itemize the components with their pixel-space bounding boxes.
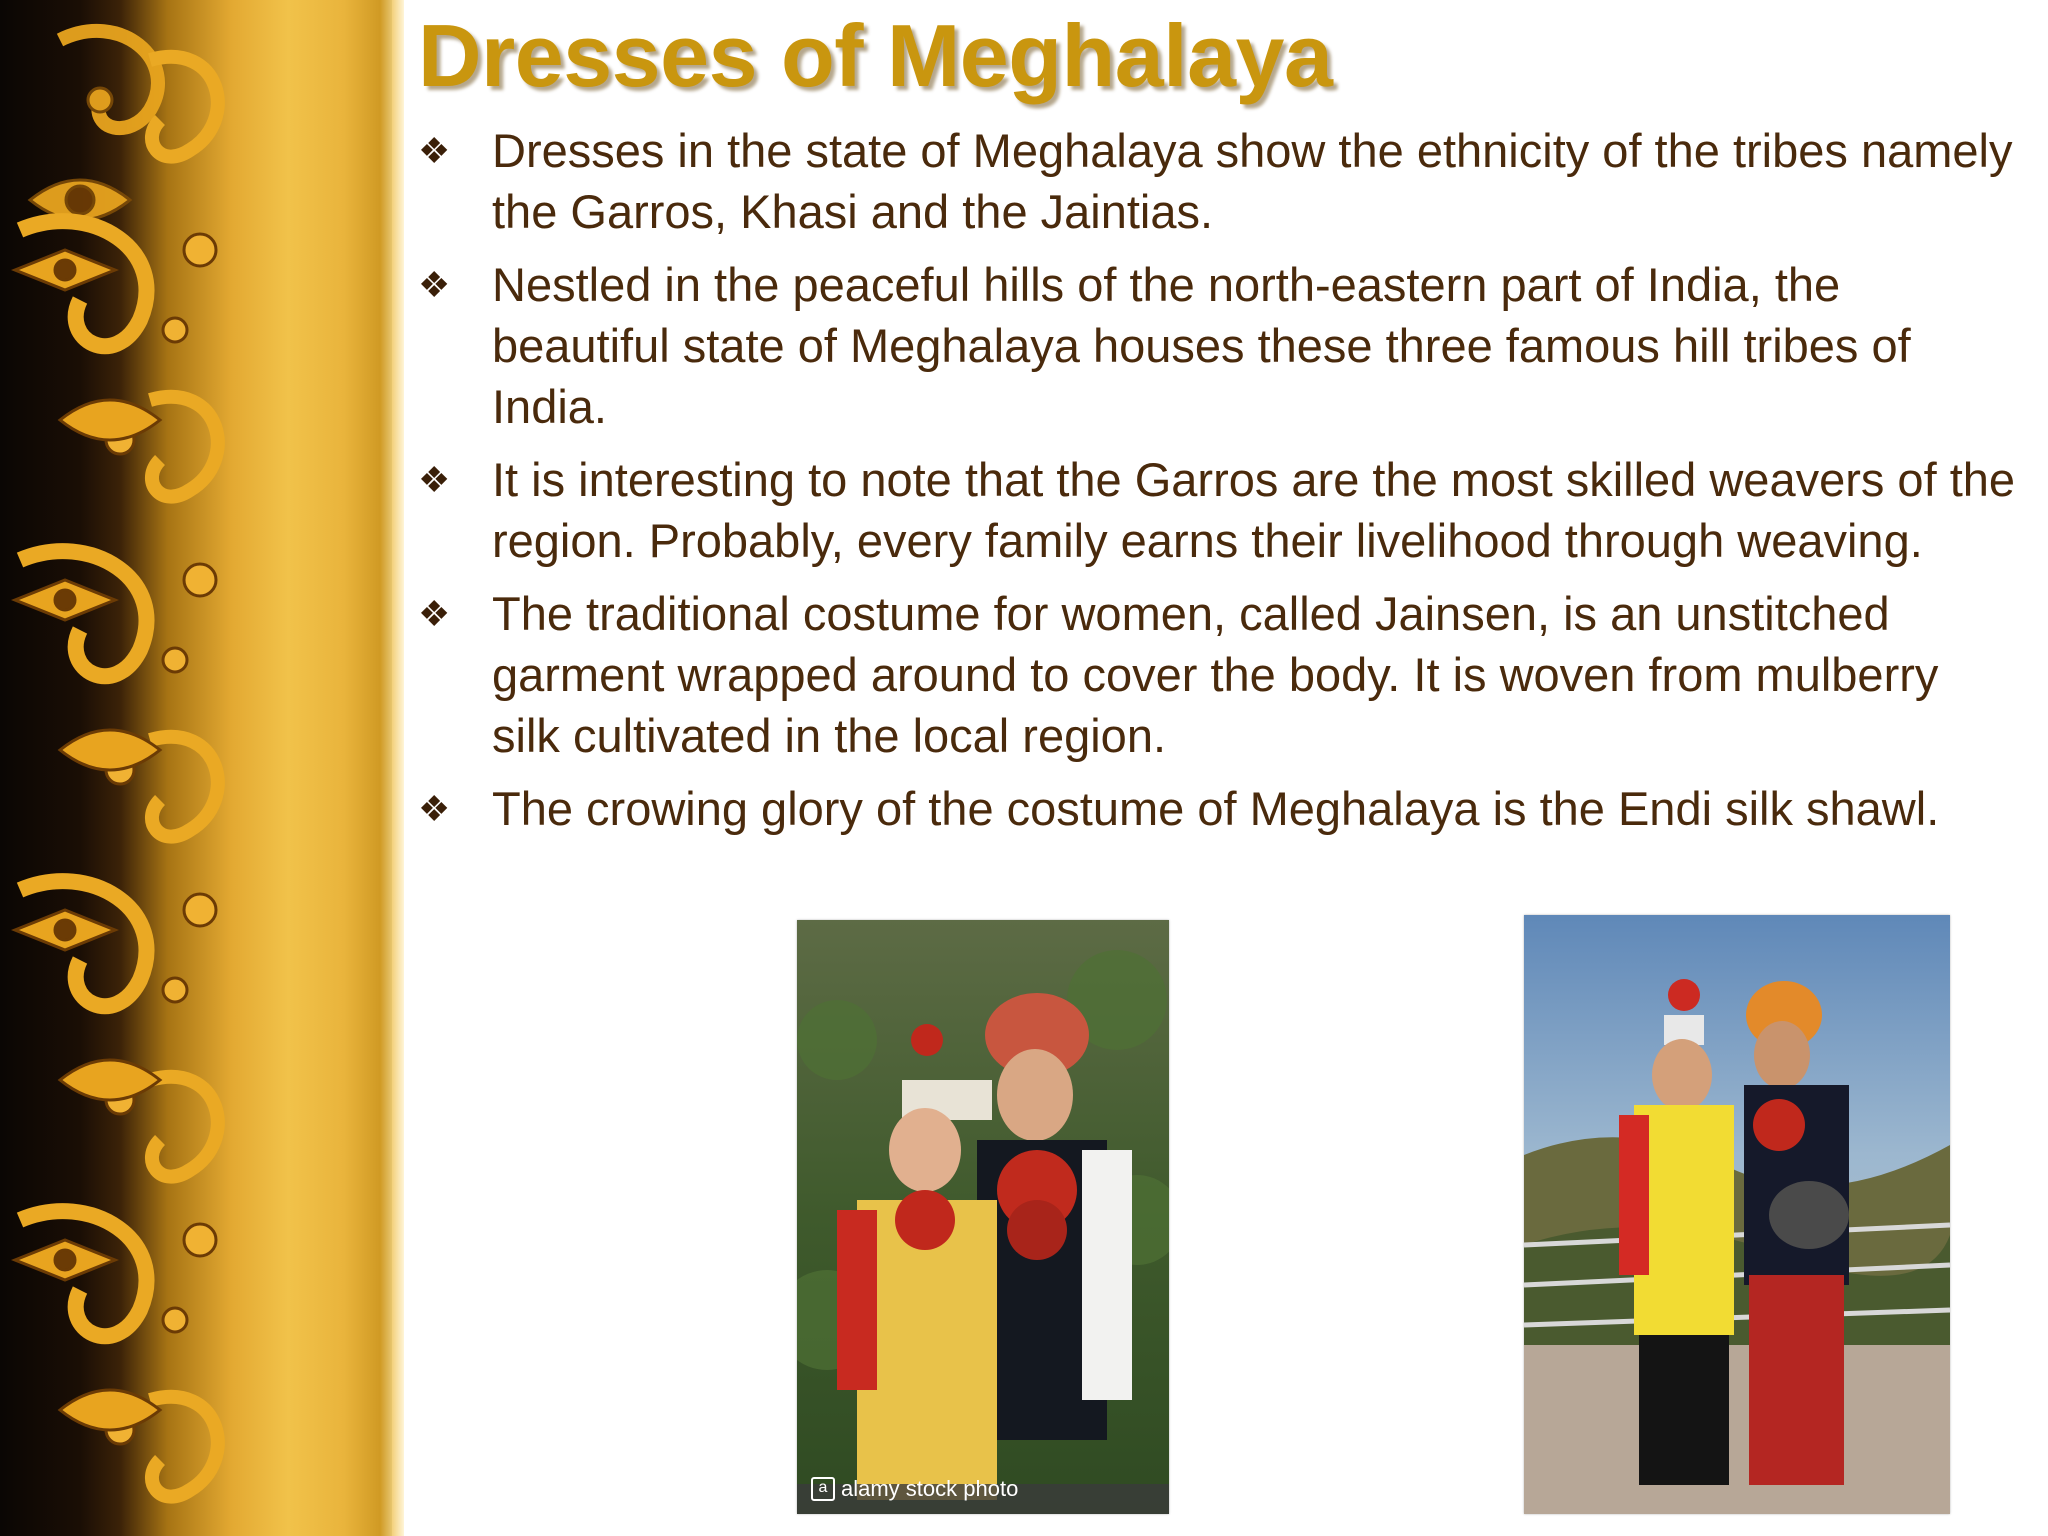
decorative-border bbox=[0, 0, 400, 1536]
border-edge-strip bbox=[392, 0, 404, 1536]
bullet-item bbox=[418, 449, 2018, 571]
diamond-bullet-icon: ❖ bbox=[418, 130, 451, 171]
bullet-list bbox=[418, 120, 2018, 851]
pair-in-traditional-dress-photo bbox=[1524, 915, 1950, 1514]
bullet-item bbox=[418, 778, 2018, 839]
diamond-bullet-icon: ❖ bbox=[418, 264, 451, 305]
bullet-item bbox=[418, 120, 2018, 242]
bullet-text: Dresses in the state of Meghalaya show the ethnicity of the tribes namely the Garros, Khasi and the Jaintias. bbox=[492, 124, 2013, 238]
couple-in-traditional-dress-photo bbox=[797, 920, 1169, 1514]
alamy-logo-icon: a bbox=[811, 1477, 835, 1501]
bullet-text: Nestled in the peaceful hills of the north-eastern part of India, the beautiful state of Meghalaya houses these three famous hill tribes of India. bbox=[492, 258, 1911, 433]
bullet-item bbox=[418, 254, 2018, 437]
bullet-text: The crowing glory of the costume of Meghalaya is the Endi silk shawl. bbox=[492, 782, 1940, 835]
bullet-item bbox=[418, 583, 2018, 766]
bullet-text: The traditional costume for women, called Jainsen, is an unstitched garment wrapped around to cover the body. It is woven from mulberry silk cultivated in the local region. bbox=[492, 587, 1939, 762]
photo-watermark bbox=[811, 1476, 1018, 1502]
diamond-bullet-icon: ❖ bbox=[418, 459, 451, 500]
diamond-bullet-icon: ❖ bbox=[418, 593, 451, 634]
watermark-text: alamy stock photo bbox=[841, 1476, 1019, 1501]
bullet-text: It is interesting to note that the Garros are the most skilled weavers of the region. Probably, every family earns their livelihood through weaving. bbox=[492, 453, 2016, 567]
slide-title: Dresses of Meghalaya bbox=[418, 6, 1333, 105]
diamond-bullet-icon: ❖ bbox=[418, 788, 451, 829]
ornamental-scroll-pattern bbox=[0, 0, 400, 1536]
